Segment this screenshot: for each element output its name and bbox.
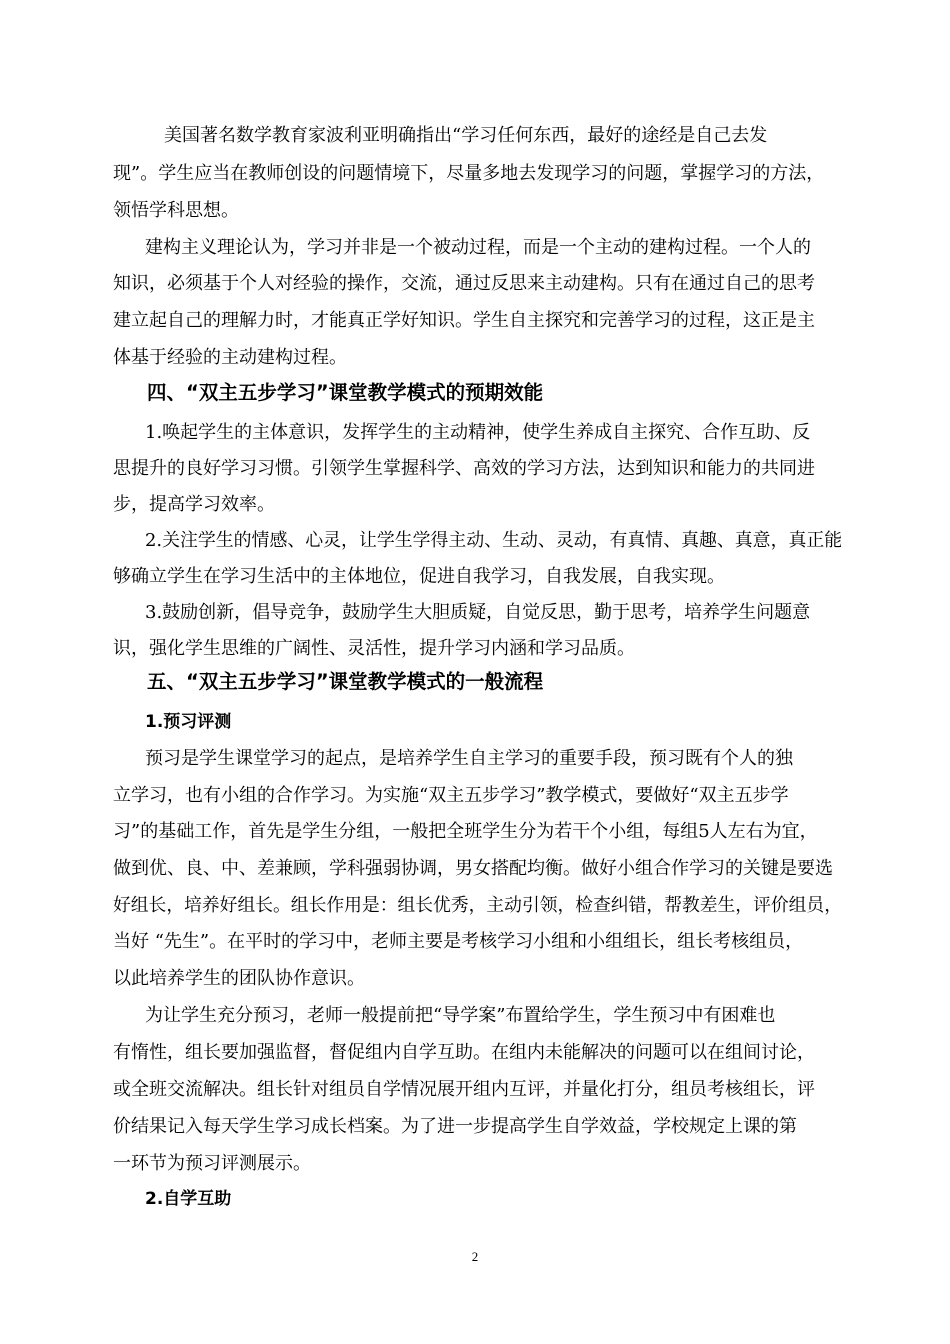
body-text-line: 当好 “先生”。在平时的学习中，老师主要是考核学习小组和小组组长，组长考核组员，	[113, 931, 804, 952]
body-text-line: 思提升的良好学习习惯。引领学生掌握科学、高效的学习方法，达到知识和能力的共同进	[113, 458, 815, 479]
body-text-line: 1.唤起学生的主体意识，发挥学生的主动精神，使学生养成自主探究、合作互助、反	[145, 422, 811, 443]
section-heading: 四、“双主五步学习”课堂教学模式的预期效能	[147, 381, 544, 404]
body-text-line: 习”的基础工作，首先是学生分组，一般把全班学生分为若干个小组，每组5人左右为宜，	[113, 821, 818, 842]
section-heading: 五、“双主五步学习”课堂教学模式的一般流程	[147, 670, 544, 693]
body-text-line: 体基于经验的主动建构过程。	[113, 347, 347, 368]
body-text-line: 美国著名数学教育家波利亚明确指出“学习任何东西，最好的途经是自己去发	[164, 125, 768, 146]
page-number: 2	[471, 1249, 479, 1264]
body-text-line: 预习是学生课堂学习的起点，是培养学生自主学习的重要手段，预习既有个人的独	[145, 748, 793, 769]
body-text-line: 价结果记入每天学生学习成长档案。为了进一步提高学生自学效益，学校规定上课的第	[113, 1116, 797, 1137]
body-text-line: 知识，必须基于个人对经验的操作，交流，通过反思来主动建构。只有在通过自己的思考	[113, 273, 815, 294]
body-text-line: 建构主义理论认为，学习并非是一个被动过程，而是一个主动的建构过程。一个人的	[145, 237, 811, 258]
body-text-line: 为让学生充分预习，老师一般提前把“导学案”布置给学生，学生预习中有困难也	[145, 1005, 776, 1026]
body-text-line: 现”。学生应当在教师创设的问题情境下，尽量多地去发现学习的问题，掌握学习的方法，	[113, 163, 825, 184]
body-text-line: 领悟学科思想。	[113, 200, 239, 221]
body-text-line: 有惰性，组长要加强监督，督促组内自学互助。在组内未能解决的问题可以在组间讨论，	[113, 1042, 815, 1063]
body-text-line: 一环节为预习评测展示。	[113, 1153, 311, 1174]
body-text-line: 好组长，培养好组长。组长作用是：组长优秀，主动引领，检查纠错，帮教差生，评价组员，	[113, 895, 842, 916]
body-text-line: 以此培养学生的团队协作意识。	[113, 968, 365, 989]
body-text-line: 做到优、良、中、差兼顾，学科强弱协调，男女搭配均衡。做好小组合作学习的关键是要选	[113, 858, 833, 879]
body-text-line: 2.关注学生的情感、心灵，让学生学得主动、生动、灵动，有真情、真趣、真意，真正能	[145, 530, 843, 551]
body-text-line: 立学习，也有小组的合作学习。为实施“双主五步学习”教学模式，要做好“双主五步学	[113, 785, 789, 806]
sub-heading: 2.自学互助	[145, 1189, 232, 1209]
body-text-line: 识，强化学生思维的广阔性、灵活性，提升学习内涵和学习品质。	[113, 638, 635, 659]
body-text-line: 够确立学生在学习生活中的主体地位，促进自我学习，自我发展，自我实现。	[113, 566, 725, 587]
body-text-line: 或全班交流解决。组长针对组员自学情况展开组内互评，并量化打分，组员考核组长，评	[113, 1079, 815, 1100]
body-text-line: 步，提高学习效率。	[113, 494, 275, 515]
body-text-line: 3.鼓励创新，倡导竞争，鼓励学生大胆质疑，自觉反思，勤于思考，培养学生问题意	[145, 602, 811, 623]
body-text-line: 建立起自己的理解力时，才能真正学好知识。学生自主探究和完善学习的过程，这正是主	[113, 310, 815, 331]
sub-heading: 1.预习评测	[145, 712, 232, 732]
